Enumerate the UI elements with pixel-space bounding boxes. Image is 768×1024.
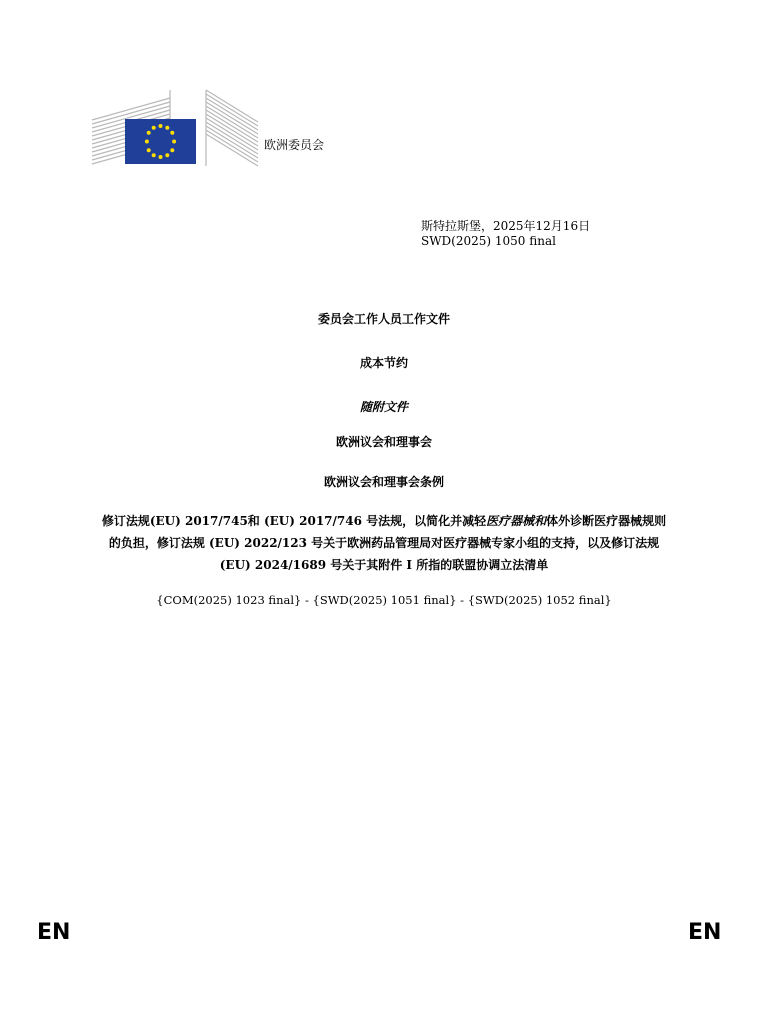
title-italic-part: 医疗器械和 bbox=[486, 514, 547, 528]
regulation-title bbox=[100, 510, 668, 576]
building-graphic bbox=[90, 88, 260, 168]
place-date: 斯特拉斯堡，2025年12月16日 bbox=[421, 219, 591, 233]
document-subject: 成本节约 bbox=[359, 356, 408, 370]
title-part-1: 修订法规(EU) 2017/745和 (EU) 2017/746 号法规，以简化并减轻 bbox=[101, 514, 487, 528]
language-code-left: EN bbox=[37, 920, 71, 945]
related-references: {COM(2025) 1023 final} - {SWD(2025) 1051 final} - {SWD(2025) 1052 final} bbox=[156, 593, 612, 607]
document-type: 委员会工作人员工作文件 bbox=[317, 312, 450, 326]
document-meta bbox=[421, 219, 590, 249]
accompanying-label: 随附文件 bbox=[359, 400, 408, 414]
eu-commission-logo bbox=[90, 88, 260, 168]
title-part-2: 体外诊断医疗器械规则的负担，修订法规 (EU) 2022/123 号关于欧洲药品管理局对医疗器械专家小组的支持，以及修订法规 (EU) 2024/1689 号关于其附件 I 所指的联盟协调立法清单 bbox=[108, 514, 667, 572]
regulation-type: 欧洲议会和理事会条例 bbox=[323, 475, 444, 489]
addressee: 欧洲议会和理事会 bbox=[335, 435, 432, 449]
organization-name: 欧洲委员会 bbox=[264, 138, 325, 152]
document-reference: SWD(2025) 1050 final bbox=[421, 234, 556, 248]
language-code-right: EN bbox=[688, 920, 722, 945]
